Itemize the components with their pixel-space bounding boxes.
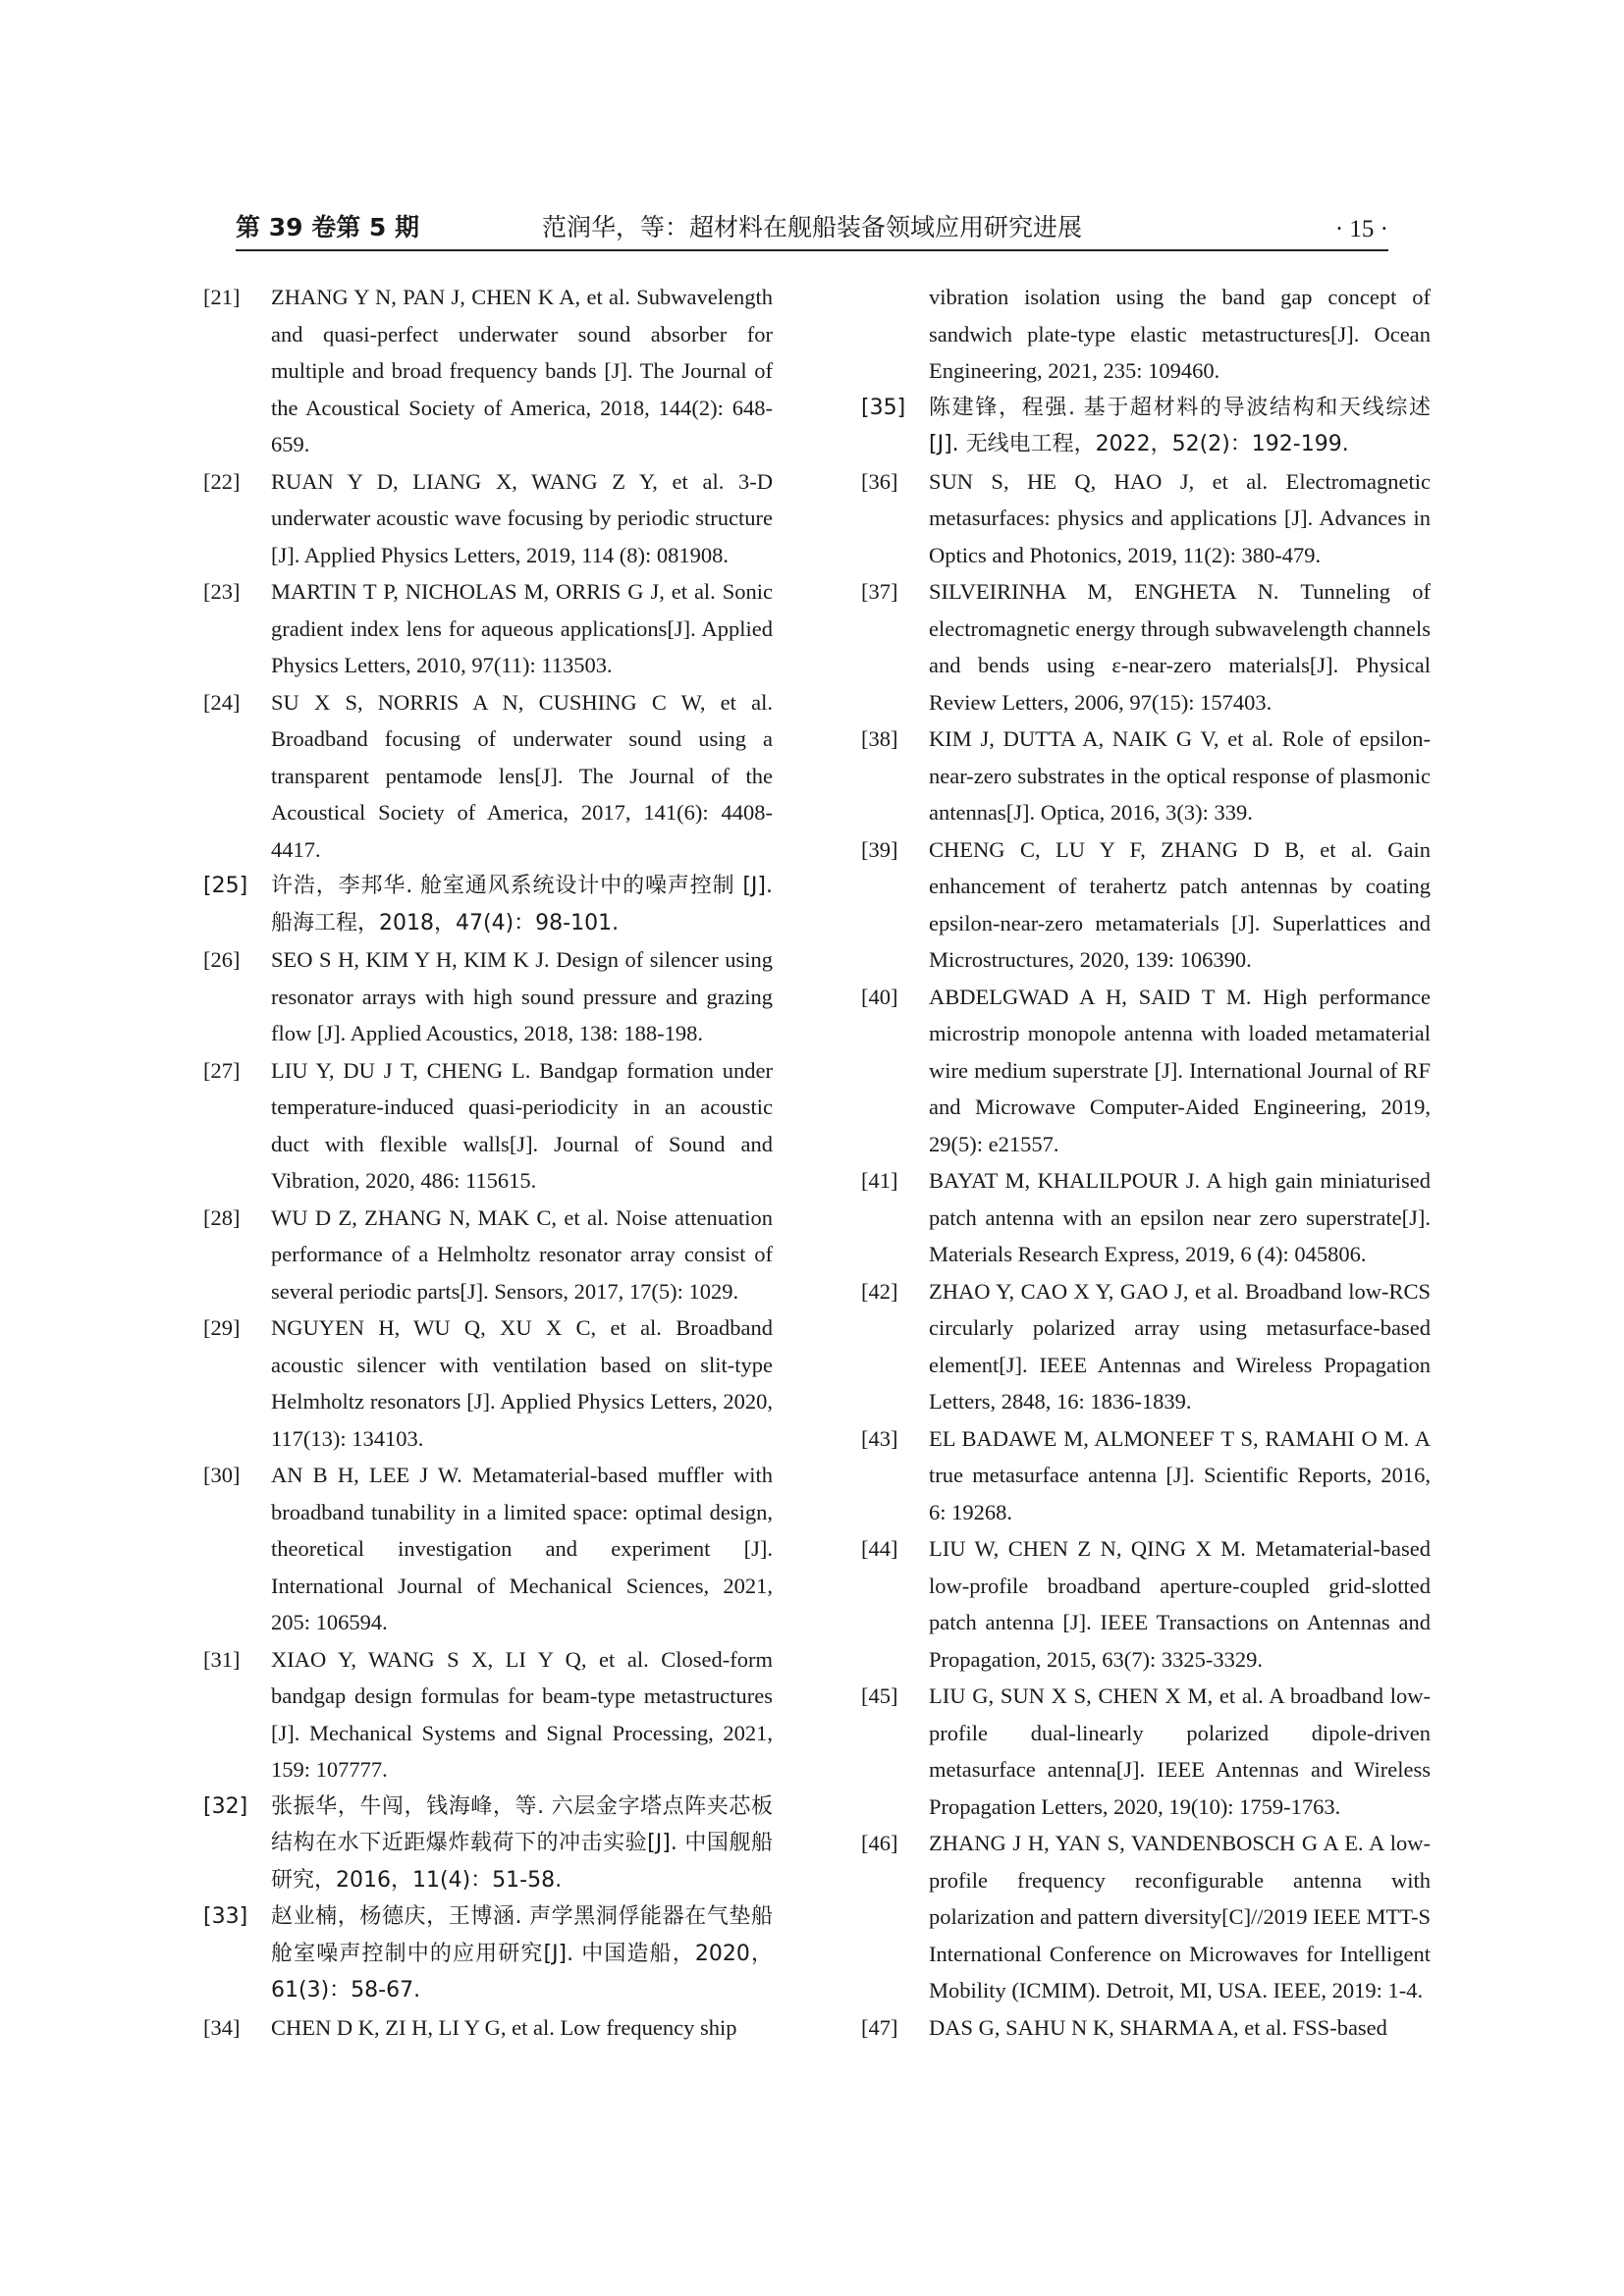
reference-text: 陈建锋，程强. 基于超材料的导波结构和天线综述 [J]. 无线电工程，2022，52(2)：192-199. (929, 395, 1431, 456)
reference-entry (861, 2009, 1431, 2047)
reference-entry (203, 279, 773, 463)
reference-text: LIU W, CHEN Z N, QING X M. Metamaterial-based low-profile broadband aperture-coupled grid-slotted patch antenna [J]. IEEE Transactions on Antennas and Propagation, 2015, 63(7): 3325-3329. (929, 1536, 1431, 1672)
reference-entry (861, 831, 1431, 979)
reference-entry (203, 1200, 773, 1310)
reference-text: DAS G, SAHU N K, SHARMA A, et al. FSS-based (929, 2014, 1387, 2040)
reference-entry (203, 573, 773, 684)
reference-text: RUAN Y D, LIANG X, WANG Z Y, et al. 3-D underwater acoustic wave focusing by periodic structure [J]. Applied Physics Letters, 2019, 114 (8): 081908. (271, 468, 773, 567)
reference-entry (203, 941, 773, 1052)
reference-entry (861, 1273, 1431, 1420)
header-page-number: · 15 · (1334, 216, 1388, 242)
reference-number: [23] (203, 579, 241, 604)
reference-entry (861, 979, 1431, 1163)
reference-entry (203, 684, 773, 869)
references-right-list (861, 390, 1431, 2047)
reference-text: XIAO Y, WANG S X, LI Y Q, et al. Closed-form bandgap design formulas for beam-type metastructures [J]. Mechanical Systems and Signal Processing, 2021, 159: 107777. (271, 1646, 773, 1782)
reference-entry (203, 1052, 773, 1200)
reference-number: [31] (203, 1646, 241, 1672)
reference-number: [24] (203, 689, 241, 715)
reference-text: NGUYEN H, WU Q, XU X C, et al. Broadband acoustic silencer with ventilation based on slit-type Helmholtz resonators [J]. Applied Physics Letters, 2020, 117(13): 134103. (271, 1315, 773, 1451)
reference-text: CHENG C, LU Y F, ZHANG D B, et al. Gain enhancement of terahertz patch antennas by coating epsilon-near-zero metamaterials [J]. Superlattices and Microstructures, 2020, 139: 106390. (929, 836, 1431, 972)
reference-text: BAYAT M, KHALILPOUR J. A high gain miniaturised patch antenna with an epsilon near zero superstrate[J]. Materials Research Express, 2019, 6 (4): 045806. (929, 1168, 1431, 1266)
reference-entry (203, 463, 773, 574)
reference-text: KIM J, DUTTA A, NAIK G V, et al. Role of epsilon-near-zero substrates in the optical response of plasmonic antennas[J]. Optica, 2016, 3(3): 339. (929, 726, 1431, 825)
reference-entry (861, 463, 1431, 574)
reference-entry (861, 573, 1431, 721)
reference-number: [44] (861, 1536, 898, 1561)
reference-number: [35] (861, 395, 906, 420)
reference-text: SUN S, HE Q, HAO J, et al. Electromagnetic metasurfaces: physics and applications [J]. Advances in Optics and Photonics, 2019, 11(2): 380-479. (929, 468, 1431, 567)
reference-number: [38] (861, 726, 898, 751)
reference-text: SEO S H, KIM Y H, KIM K J. Design of silencer using resonator arrays with high sound pressure and grazing flow [J]. Applied Acoustics, 2018, 138: 188-198. (271, 947, 773, 1045)
reference-number: [21] (203, 285, 241, 309)
reference-entry (861, 390, 1431, 463)
reference-text: EL BADAWE M, ALMONEEF T S, RAMAHI O M. A true metasurface antenna [J]. Scientific Reports, 2016, 6: 19268. (929, 1425, 1431, 1524)
reference-continuation: vibration isolation using the band gap concept of sandwich plate-type elastic metastructures[J]. Ocean Engineering, 2021, 235: 109460. (929, 285, 1431, 383)
reference-entry (861, 1420, 1431, 1531)
reference-entry (861, 1162, 1431, 1273)
reference-entry (861, 721, 1431, 831)
reference-number: [22] (203, 468, 241, 494)
reference-entry (861, 1530, 1431, 1678)
reference-text: 张振华，牛闯，钱海峰，等. 六层金字塔点阵夹芯板结构在水下近距爆炸载荷下的冲击实验[J]. 中国舰船研究，2016，11(4)：51-58. (271, 1793, 773, 1893)
reference-text: ZHAO Y, CAO X Y, GAO J, et al. Broadband low-RCS circularly polarized array using metasurface-based element[J]. IEEE Antennas and Wireless Propagation Letters, 2848, 16: 1836-1839. (929, 1278, 1431, 1414)
reference-text: ZHANG Y N, PAN J, CHEN K A, et al. Subwavelength and quasi-perfect underwater sound absorber for multiple and broad frequency bands [J]. The Journal of the Acoustical Society of America, 2018, 144(2): 648-659. (271, 285, 773, 456)
reference-text: LIU Y, DU J T, CHENG L. Bandgap formation under temperature-induced quasi-periodicity in an acoustic duct with flexible walls[J]. Journal of Sound and Vibration, 2020, 486: 115615. (271, 1057, 773, 1193)
reference-entry (861, 1678, 1431, 1825)
reference-text: MARTIN T P, NICHOLAS M, ORRIS G J, et al. Sonic gradient index lens for aqueous applications[J]. Applied Physics Letters, 2010, 97(11): 113503. (271, 579, 773, 677)
reference-number: [27] (203, 1057, 241, 1083)
reference-text: WU D Z, ZHANG N, MAK C, et al. Noise attenuation performance of a Helmholtz resonator array consist of several periodic parts[J]. Sensors, 2017, 17(5): 1029. (271, 1204, 773, 1304)
reference-number: [26] (203, 947, 241, 972)
references-right-column (861, 279, 1431, 2046)
reference-number: [40] (861, 984, 898, 1009)
reference-entry (203, 1457, 773, 1641)
reference-entry (203, 1789, 773, 1899)
reference-entry (203, 1641, 773, 1789)
reference-entry (203, 2009, 773, 2047)
reference-entry (203, 1309, 773, 1457)
reference-number: [41] (861, 1168, 898, 1193)
reference-number: [45] (861, 1683, 898, 1708)
running-header (236, 210, 1388, 251)
reference-number: [43] (861, 1425, 898, 1451)
reference-text: SILVEIRINHA M, ENGHETA N. Tunneling of electromagnetic energy through subwavelength channels and bends using ε-near-zero materials[J]. Physical Review Letters, 2006, 97(15): 157403. (929, 579, 1431, 715)
reference-number: [34] (203, 2014, 241, 2040)
header-title: 范润华，等：超材料在舰船装备领域应用研究进展 (541, 213, 1082, 241)
reference-number: [37] (861, 579, 898, 604)
header-volume-issue: 第 39 卷第 5 期 (236, 213, 419, 241)
reference-number: [32] (203, 1793, 248, 1819)
reference-text: AN B H, LEE J W. Metamaterial-based muffler with broadband tunability in a limited space: optimal design, theoretical investigation and experiment [J]. International Journal of Mechanical Sciences, 2021, 205: 106594. (271, 1463, 773, 1634)
reference-number: [36] (861, 468, 898, 494)
reference-text: ZHANG J H, YAN S, VANDENBOSCH G A E. A low-profile frequency reconfigurable antenna with polarization and pattern diversity[C]//2019 IEEE MTT-S International Conference on Microwaves for Intelligent Mobility (ICMIM). Detroit, MI, USA. IEEE, 2019: 1-4. (929, 1831, 1431, 2002)
reference-entry (203, 1898, 773, 2009)
reference-number: [42] (861, 1278, 898, 1304)
reference-text: 许浩，李邦华. 舱室通风系统设计中的噪声控制 [J]. 船海工程，2018，47(4)：98-101. (271, 874, 773, 935)
reference-text: SU X S, NORRIS A N, CUSHING C W, et al. Broadband focusing of underwater sound using a transparent pentamode lens[J]. The Journal of the Acoustical Society of America, 2017, 141(6): 4408-4417. (271, 689, 773, 862)
reference-text: 赵业楠，杨德庆，王博涵. 声学黑洞俘能器在气垫船舱室噪声控制中的应用研究[J]. 中国造船，2020，61(3)：58-67. (271, 1904, 773, 2002)
reference-number: [33] (203, 1904, 248, 1929)
reference-number: [39] (861, 836, 898, 862)
reference-number: [47] (861, 2014, 898, 2040)
reference-number: [25] (203, 874, 248, 898)
reference-text: LIU G, SUN X S, CHEN X M, et al. A broadband low-profile dual-linearly polarized dipole-driven metasurface antenna[J]. IEEE Antennas and Wireless Propagation Letters, 2020, 19(10): 1759-1763. (929, 1683, 1431, 1819)
reference-number: [46] (861, 1831, 898, 1855)
references-left-column (203, 279, 773, 2046)
reference-entry (861, 1825, 1431, 2009)
reference-entry (203, 868, 773, 941)
reference-text: CHEN D K, ZI H, LI Y G, et al. Low frequency ship (271, 2014, 737, 2040)
reference-number: [28] (203, 1204, 241, 1230)
reference-number: [30] (203, 1463, 241, 1487)
reference-text: ABDELGWAD A H, SAID T M. High performance microstrip monopole antenna with loaded metamaterial wire medium superstrate [J]. International Journal of RF and Microwave Computer-Aided Engineering, 2019, 29(5): e21557. (929, 984, 1431, 1156)
reference-number: [29] (203, 1315, 241, 1340)
